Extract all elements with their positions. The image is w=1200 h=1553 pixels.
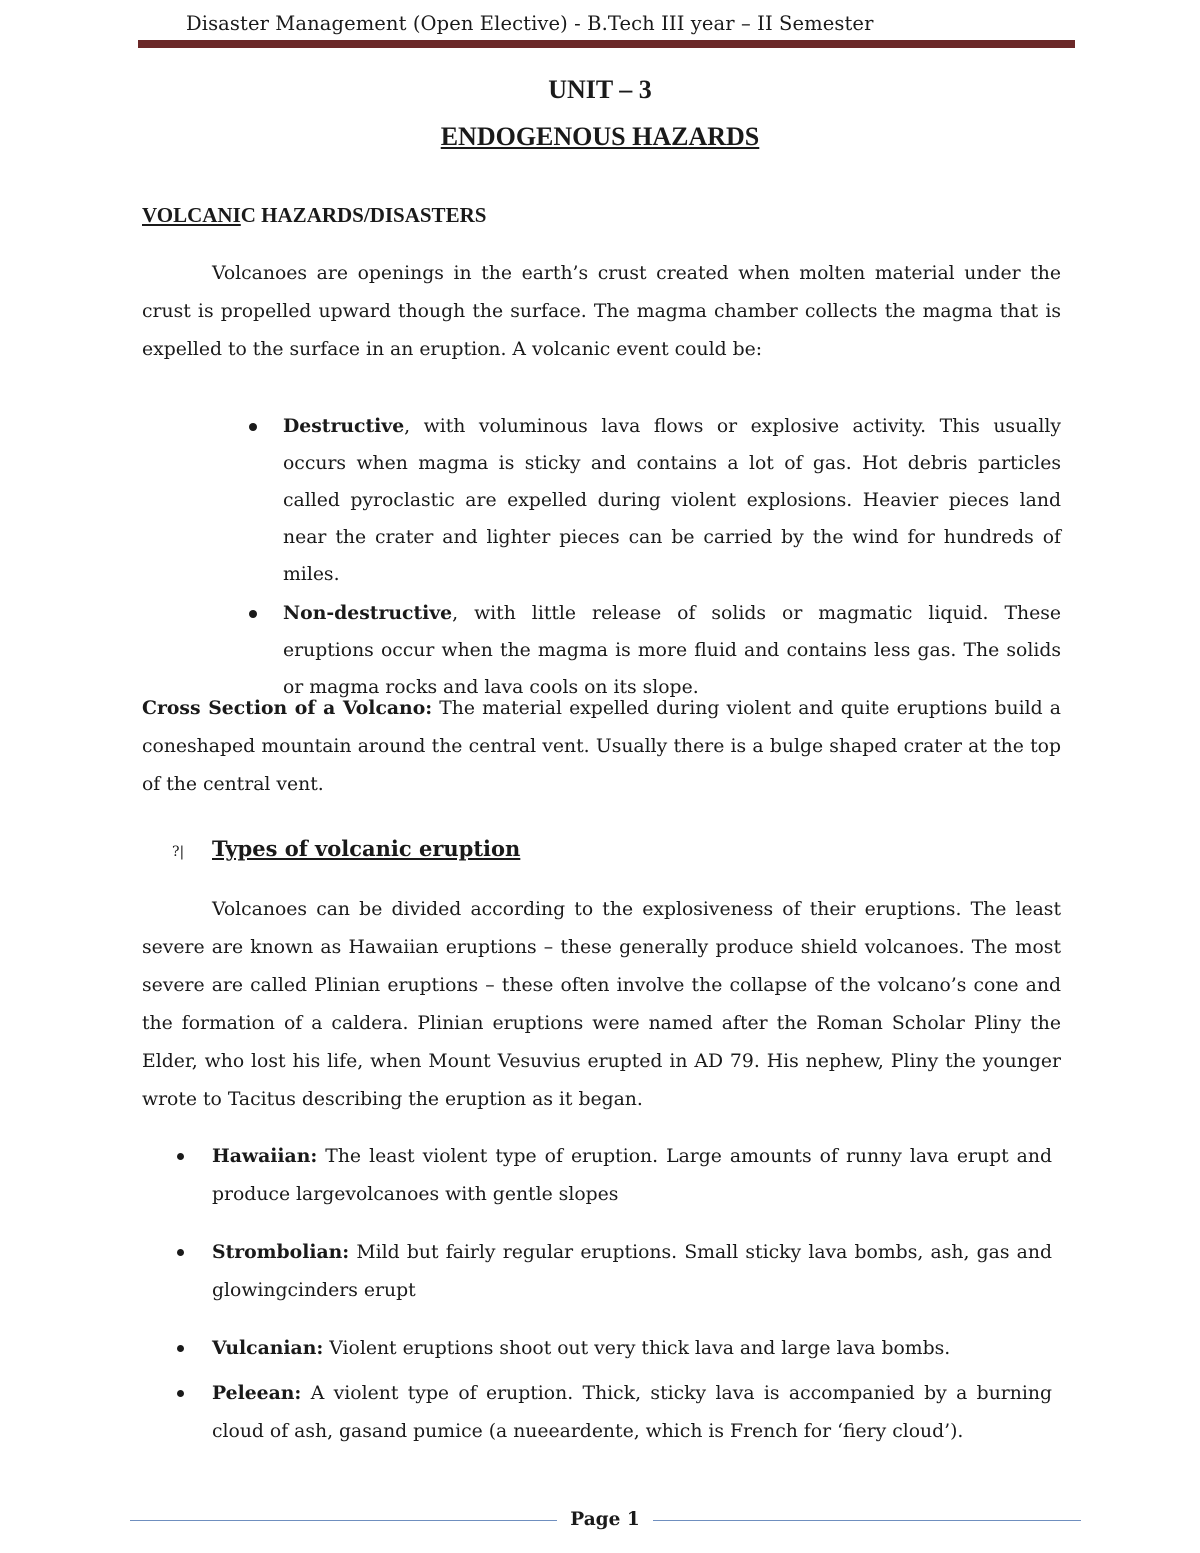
description: The least violent type of eruption. Large amounts of runny lava erupt and produce largevolcanoes with gentle slopes [212, 1146, 1052, 1205]
term: Peleean: [212, 1382, 302, 1404]
volcano-intro-text: Volcanoes are openings in the earth’s crust created when molten material under the crust is propelled upward though the surface. The magma chamber collects the magma that is expelled to the surface in an eruption. A volcanic event could be: [142, 263, 1061, 360]
bullet-icon [177, 1390, 184, 1397]
term: Vulcanian: [212, 1337, 324, 1359]
cross-section-term: Cross Section of a Volcano: [142, 697, 433, 719]
footer-rule-right [653, 1520, 1081, 1521]
eruption-intro-text: Volcanoes can be divided according to the explosiveness of their eruptions. The least severe are known as Hawaiian eruptions – these generally produce shield volcanoes. The most severe are called Plinian eruptions – these often involve the collapse of the volcano’s cone and the formation of a caldera. Plinian eruptions were named after the Roman Scholar Pliny the Elder, who lost his life, when Mount Vesuvius erupted in AD 79. His nephew, Pliny the younger wrote to Tacitus describing the eruption as it began. [142, 899, 1061, 1110]
cross-section-paragraph [142, 689, 1061, 804]
bullet-icon [177, 1249, 184, 1256]
list-item [212, 1233, 1052, 1310]
list-item [212, 1374, 1052, 1451]
eruption-intro-paragraph [142, 891, 1061, 1119]
list-item [212, 1137, 1052, 1214]
running-header: Disaster Management (Open Elective) - B.Tech III year – II Semester [186, 12, 874, 35]
section-heading-volcanic [142, 203, 486, 228]
term: Strombolian: [212, 1241, 350, 1263]
subsection-heading-eruption-types: Types of volcanic eruption [212, 836, 521, 861]
footer-rule-left [130, 1520, 557, 1521]
bullet-icon [177, 1153, 184, 1160]
eruption-type-list [212, 1137, 1052, 1470]
page-number: Page 1 [570, 1509, 640, 1530]
header-rule [138, 40, 1075, 48]
term: Destructive [283, 415, 405, 437]
description: Mild but fairly regular eruptions. Small sticky lava bombs, ash, gas and glowingcinders erupt [212, 1242, 1052, 1301]
bullet-icon [249, 423, 257, 431]
volcanic-event-list [283, 408, 1061, 708]
list-item [283, 408, 1061, 593]
bullet-icon [177, 1345, 184, 1352]
section-heading-rest: C HAZARDS/DISASTERS [240, 203, 487, 227]
list-item [212, 1329, 1052, 1368]
cross-section-text: The material expelled during violent and quite eruptions build a coneshaped mountain around the central vent. Usually there is a bulge shaped crater at the top of the central vent. [142, 698, 1061, 795]
chapter-title: ENDOGENOUS HAZARDS [440, 122, 760, 151]
volcano-intro-paragraph [142, 255, 1061, 369]
unknown-glyph-icon: ?| [172, 844, 185, 860]
section-heading-underlined: VOLCANI [142, 203, 241, 227]
term: Non-destructive [283, 602, 453, 624]
term: Hawaiian: [212, 1145, 318, 1167]
description: A violent type of eruption. Thick, sticky lava is accompanied by a burning cloud of ash, gasand pumice (a nueeardente, which is French for ‘fiery cloud’). [212, 1383, 1052, 1442]
unit-title: UNIT – 3 [548, 75, 652, 104]
description: , with voluminous lava flows or explosive activity. This usually occurs when magma is sticky and contains a lot of gas. Hot debris particles called pyroclastic are expelled during violent explosions. Heavier pieces land near the crater and lighter pieces can be carried by the wind for hundreds of miles. [283, 416, 1061, 585]
description: , with little release of solids or magmatic liquid. These eruptions occur when the magma is more fluid and contains less gas. The solids or magma rocks and lava cools on its slope. [283, 603, 1061, 698]
description: Violent eruptions shoot out very thick lava and large lava bombs. [323, 1338, 951, 1359]
bullet-icon [249, 610, 257, 618]
